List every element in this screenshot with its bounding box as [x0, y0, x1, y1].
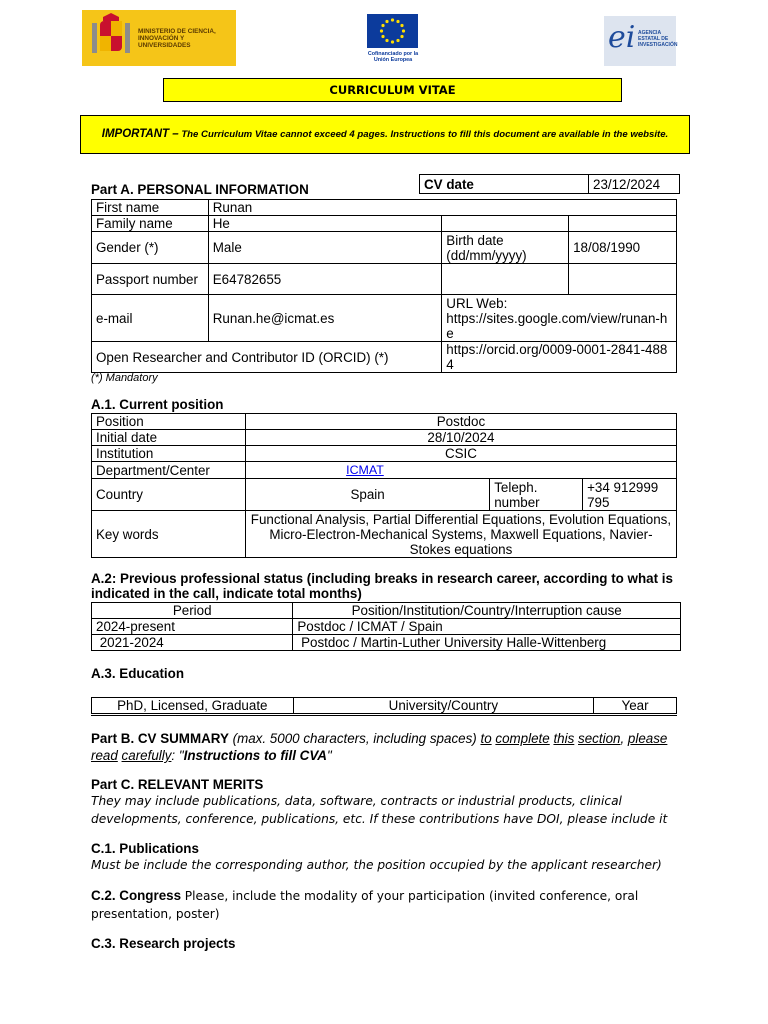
keywords-label: Key words [92, 511, 246, 558]
part-b-heading: Part B. CV SUMMARY [91, 731, 229, 746]
c2-heading: C.2. Congress [91, 888, 182, 903]
first-name-value: Runan [208, 200, 676, 216]
initial-date-value: 28/10/2024 [245, 430, 676, 446]
email-value: Runan.he@icmat.es [208, 295, 442, 342]
family-name-label: Family name [92, 216, 209, 232]
position-label: Position [92, 414, 246, 430]
country-value: Spain [245, 479, 489, 511]
orcid-value[interactable]: https://orcid.org/0009-0001-2841-4884 [442, 342, 677, 373]
empty-cell [442, 216, 569, 232]
coat-of-arms-icon [86, 13, 136, 63]
part-b-word: section [578, 731, 621, 746]
part-c-heading: Part C. RELEVANT MERITS [91, 777, 264, 792]
period-header: Period [92, 603, 293, 619]
url-cell [442, 295, 677, 342]
personal-info-table [91, 199, 677, 373]
email-label: e-mail [92, 295, 209, 342]
position-cell: Postdoc / ICMAT / Spain [293, 619, 681, 635]
part-c-text [91, 792, 681, 828]
institution-label: Institution [92, 446, 246, 462]
current-position-table [91, 413, 677, 558]
period-cell: 2021-2024 [92, 635, 293, 651]
birth-date-label: Birth date (dd/mm/yyyy) [442, 232, 569, 264]
empty-cell [569, 264, 677, 295]
a2-heading: A.2: Previous professional status (including breaks in research career, according to what is indicated in the call, indicate total months) [91, 571, 673, 601]
birth-date-value: 18/08/1990 [569, 232, 677, 264]
part-b-word: read [91, 748, 118, 763]
empty-cell [442, 264, 569, 295]
empty-cell [245, 462, 342, 479]
period-cell: 2024-present [92, 619, 293, 635]
gender-label: Gender (*) [92, 232, 209, 264]
education-table [91, 697, 677, 716]
gender-value: Male [208, 232, 442, 264]
year-header: Year [594, 698, 677, 715]
empty-cell [569, 216, 677, 232]
passport-label: Passport number [92, 264, 209, 295]
phone-value: +34 912999 795 [583, 479, 677, 511]
position-value: Postdoc [245, 414, 676, 430]
cv-date-label: CV date [420, 175, 589, 194]
agency-logo [604, 16, 676, 66]
keywords-value: Functional Analysis, Partial Differential Equations, Evolution Equations, Micro-Electron-Mechanical Systems, Maxwell Equations, Navier-Stokes equations [245, 511, 676, 558]
part-c-description: They may include publications, data, software, contracts or industrial products, clinical developments, conference, publications, etc. If these contributions have DOI, please include it [91, 794, 668, 826]
table-row [92, 619, 681, 635]
c3-heading: C.3. Research projects [91, 936, 236, 951]
position-header: Position/Institution/Country/Interruption cause [293, 603, 681, 619]
c2-section [91, 887, 681, 923]
ministry-name: MINISTERIO DE CIENCIA, INNOVACIÓN Y UNIVERSIDADES [138, 28, 216, 49]
url-label: URL Web: [446, 295, 508, 311]
important-tag: IMPORTANT – [101, 128, 179, 140]
agency-name: AGENCIA ESTATAL DE INVESTIGACIÓN [638, 30, 678, 48]
mandatory-note: (*) Mandatory [91, 372, 158, 384]
part-b-quote: Instructions to fill CVA [183, 748, 327, 763]
department-label: Department/Center [92, 462, 246, 479]
university-header: University/Country [293, 698, 594, 715]
first-name-label: First name [92, 200, 209, 216]
c1-description: Must be include the corresponding author, the position occupied by the applicant researcher) [91, 858, 662, 872]
previous-status-table [91, 602, 681, 651]
cv-date-value: 23/12/2024 [589, 175, 680, 194]
part-b-word: carefully [121, 748, 172, 763]
c1-text [91, 856, 681, 874]
part-b-word: complete [495, 731, 550, 746]
important-text: The Curriculum Vitae cannot exceed 4 pages. Instructions to fill this document are available in the website. [181, 129, 669, 140]
position-cell: Postdoc / Martin-Luther University Halle-Wittenberg [293, 635, 681, 651]
a1-heading: A.1. Current position [91, 397, 224, 412]
a3-heading: A.3. Education [91, 666, 185, 681]
part-b-note: (max. 5000 characters, including spaces) [228, 731, 481, 746]
part-b-section: Part B. CV SUMMARY (max. 5000 characters, including spaces) to complete this section, please read carefully: "Instructions to fill CVA" [91, 731, 668, 763]
agency-mark-icon: ei [608, 20, 636, 55]
family-name-value: He [208, 216, 442, 232]
cv-title: CURRICULUM VITAE [163, 78, 622, 102]
eu-logo [366, 14, 420, 68]
cv-date-table [419, 174, 680, 194]
degree-header: PhD, Licensed, Graduate [92, 698, 294, 715]
ministry-logo [82, 10, 236, 66]
eu-flag-icon [367, 14, 418, 48]
initial-date-label: Initial date [92, 430, 246, 446]
phone-label: Teleph. number [490, 479, 583, 511]
orcid-label: Open Researcher and Contributor ID (ORCID) (*) [92, 342, 442, 373]
department-link[interactable]: ICMAT [346, 463, 384, 477]
part-b-word: to [480, 731, 492, 746]
url-value[interactable]: https://sites.google.com/view/runan-he [446, 310, 668, 341]
institution-value: CSIC [245, 446, 676, 462]
table-row [92, 635, 681, 651]
department-cell [342, 462, 676, 479]
country-label: Country [92, 479, 246, 511]
c1-heading: C.1. Publications [91, 841, 199, 856]
part-b-word: please [627, 731, 668, 746]
part-b-word: this [553, 731, 575, 746]
important-notice [80, 115, 690, 154]
eu-caption: Cofinanciado por la Unión Europea [367, 51, 419, 63]
passport-value: E64782655 [208, 264, 442, 295]
c2-description: Please, include the modality of your participation (invited conference, oral presentation, poster) [91, 889, 639, 921]
part-a-heading: Part A. PERSONAL INFORMATION [91, 182, 309, 197]
